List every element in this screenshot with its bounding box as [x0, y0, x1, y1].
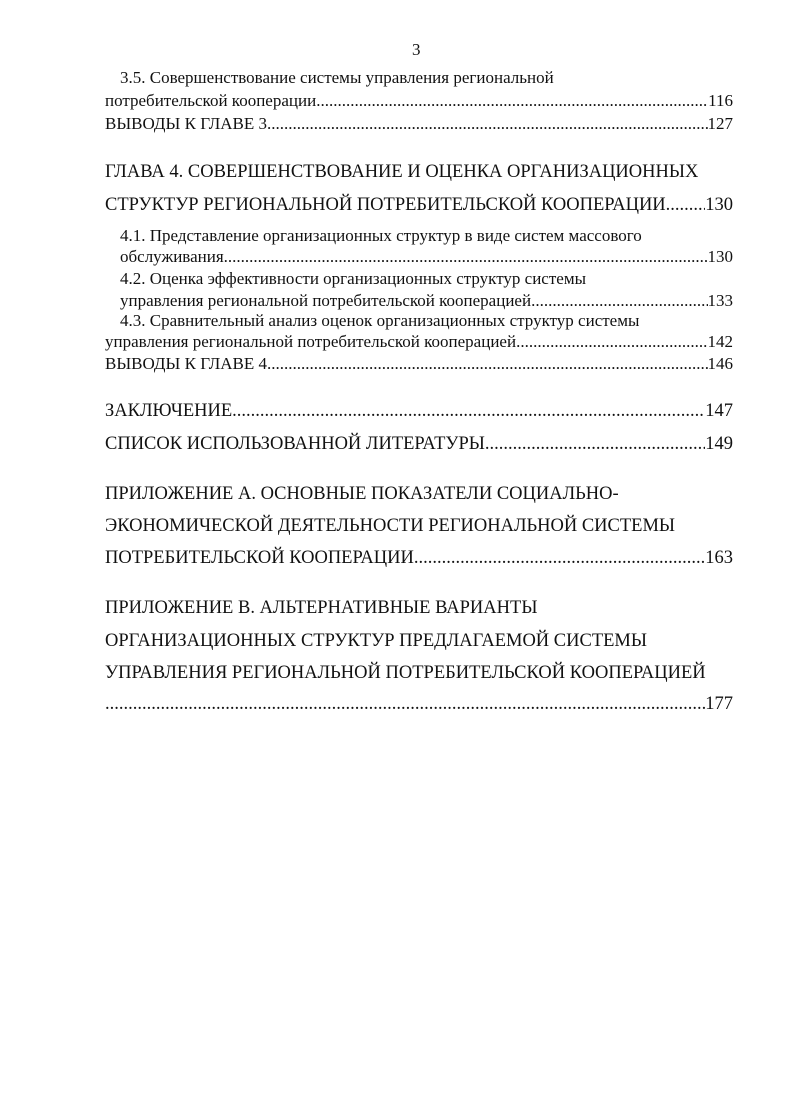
toc-page: 127: [707, 114, 733, 133]
toc-line: [105, 433, 733, 455]
dot-leader: [267, 114, 707, 134]
toc-text: ЗАКЛЮЧЕНИЕ: [105, 401, 233, 421]
dot-leader: [516, 332, 707, 352]
toc-line: [120, 291, 733, 311]
toc-text: 4.1. Представление организационных структур в виде систем массового: [120, 226, 642, 245]
toc-line: [105, 91, 733, 111]
toc-page: 147: [705, 401, 733, 421]
page-number: 3: [412, 40, 421, 59]
toc-text: ПРИЛОЖЕНИЕ А. ОСНОВНЫЕ ПОКАЗАТЕЛИ СОЦИАЛЬНО-: [105, 484, 619, 504]
dot-leader: [267, 354, 707, 374]
toc-page: 177: [705, 694, 733, 714]
dot-leader: [316, 91, 708, 111]
toc-line: [105, 515, 733, 537]
toc-page: 146: [707, 354, 733, 373]
toc-line: [120, 68, 733, 88]
toc-text: ОРГАНИЗАЦИОННЫХ СТРУКТУР ПРЕДЛАГАЕМОЙ СИСТЕМЫ: [105, 631, 648, 651]
toc-page: 116: [708, 91, 733, 110]
dot-leader: [414, 547, 705, 569]
toc-line: [105, 662, 733, 684]
toc-text: ГЛАВА 4. СОВЕРШЕНСТВОВАНИЕ И ОЦЕНКА ОРГАНИЗАЦИОННЫХ: [105, 162, 699, 182]
toc-text: ВЫВОДЫ К ГЛАВЕ 4: [105, 354, 268, 373]
toc-line: [105, 547, 733, 569]
toc-line: [105, 354, 733, 374]
toc-line: [105, 630, 733, 652]
toc-page: 163: [705, 548, 733, 568]
toc-line: [120, 269, 733, 289]
toc-line: [120, 226, 733, 246]
dot-leader: [224, 247, 708, 267]
toc-text: ПОТРЕБИТЕЛЬСКОЙ КООПЕРАЦИИ: [105, 548, 414, 568]
dot-leader: [232, 400, 705, 422]
toc-text: СТРУКТУР РЕГИОНАЛЬНОЙ ПОТРЕБИТЕЛЬСКОЙ КООПЕРАЦИИ: [105, 195, 666, 215]
toc-text: управления региональной потребительской кооперацией: [105, 332, 517, 351]
toc-text: управления региональной потребительской кооперацией: [120, 291, 532, 310]
dot-leader: [105, 693, 705, 715]
toc-text: 4.3. Сравнительный анализ оценок организационных структур системы: [120, 311, 640, 330]
dot-leader: [531, 291, 707, 311]
toc-text: СПИСОК ИСПОЛЬЗОВАННОЙ ЛИТЕРАТУРЫ: [105, 434, 485, 454]
toc-page: 142: [707, 332, 733, 351]
toc-text: потребительской кооперации: [105, 91, 317, 110]
toc-text: обслуживания: [120, 247, 224, 266]
toc-text: ВЫВОДЫ К ГЛАВЕ 3: [105, 114, 268, 133]
toc-line: [120, 311, 733, 331]
toc-page: 149: [705, 434, 733, 454]
toc-line: [105, 332, 733, 352]
toc-page: 130: [707, 247, 733, 266]
toc-text: ПРИЛОЖЕНИЕ В. АЛЬТЕРНАТИВНЫЕ ВАРИАНТЫ: [105, 598, 538, 618]
toc-page: 130: [705, 195, 733, 215]
toc-text: 4.2. Оценка эффективности организационных структур системы: [120, 269, 586, 288]
toc-text: ЭКОНОМИЧЕСКОЙ ДЕЯТЕЛЬНОСТИ РЕГИОНАЛЬНОЙ СИСТЕМЫ: [105, 516, 676, 536]
toc-line: [105, 114, 733, 134]
dot-leader: [666, 194, 706, 216]
toc-line: [105, 693, 733, 715]
toc-line: [105, 483, 733, 505]
toc-line: [105, 400, 733, 422]
toc-line: [105, 597, 733, 619]
toc-line: [105, 161, 733, 183]
toc-text: 3.5. Совершенствование системы управления региональной: [120, 68, 554, 87]
toc-line: [120, 247, 733, 267]
toc-text: УПРАВЛЕНИЯ РЕГИОНАЛЬНОЙ ПОТРЕБИТЕЛЬСКОЙ КООПЕРАЦИЕЙ: [105, 663, 706, 683]
toc-page: 133: [707, 291, 733, 310]
toc-line: [105, 194, 733, 216]
dot-leader: [485, 433, 705, 455]
